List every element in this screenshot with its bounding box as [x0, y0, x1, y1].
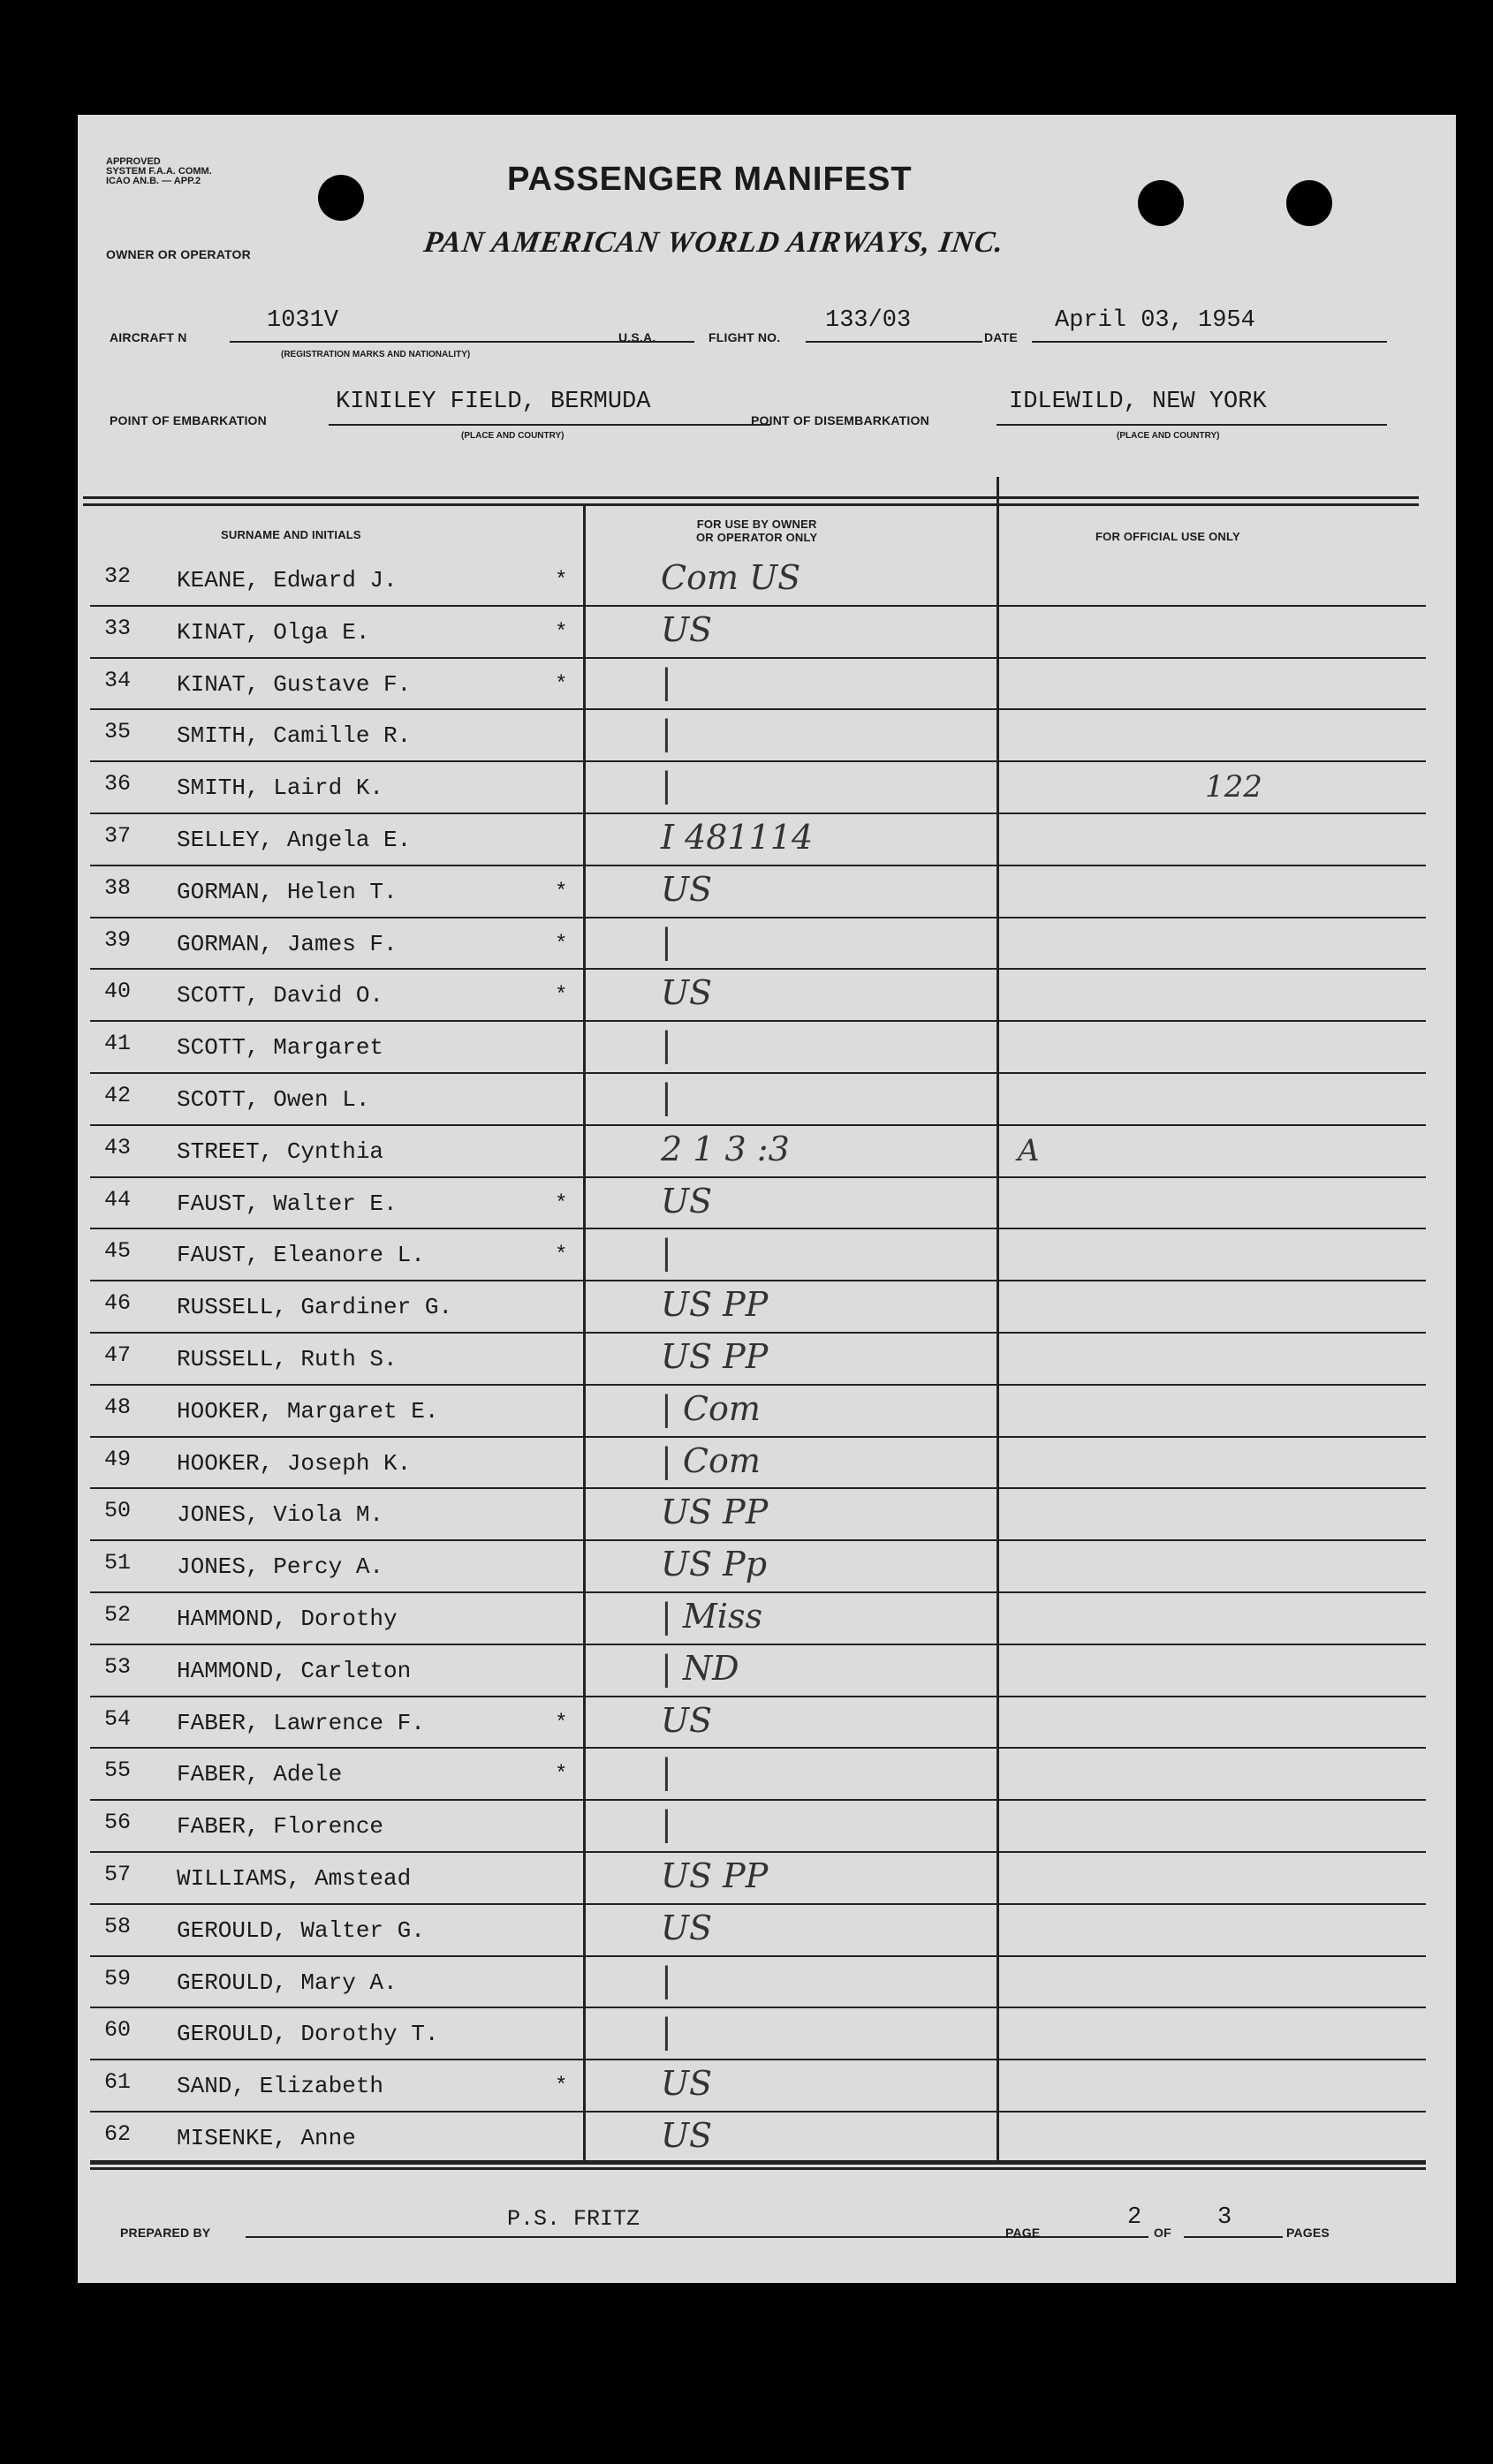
passenger-name: GORMAN, Helen T. — [177, 878, 398, 905]
row-rule — [90, 865, 1426, 866]
passenger-name: HOOKER, Margaret E. — [177, 1397, 439, 1425]
owner-note: US — [661, 1181, 713, 1221]
of-label: OF — [1154, 2226, 1171, 2240]
embark-line — [329, 424, 770, 426]
owner-note: US — [661, 2064, 713, 2104]
column-header-owner-line: FOR USE BY OWNER — [696, 518, 817, 531]
passenger-name: GEROULD, Dorothy T. — [177, 2021, 439, 2048]
flight-line — [806, 341, 982, 343]
total-pages-value: 3 — [1217, 2204, 1232, 2231]
owner-note: | Com — [661, 1440, 761, 1480]
passenger-name: FABER, Lawrence F. — [177, 1709, 425, 1736]
passenger-name: SMITH, Camille R. — [177, 722, 412, 750]
owner-note: Com US — [661, 558, 801, 597]
passenger-name: HAMMOND, Dorothy — [177, 1606, 398, 1632]
row-number: 43 — [104, 1134, 132, 1160]
row-number: 62 — [104, 2121, 132, 2147]
passenger-name: HOOKER, Joseph K. — [177, 1449, 412, 1477]
row-number: 52 — [104, 1602, 132, 1628]
passenger-mark: * — [555, 880, 568, 904]
row-rule — [90, 1072, 1426, 1074]
row-rule — [90, 1228, 1426, 1229]
passenger-mark: * — [555, 1243, 568, 1268]
page-value: 2 — [1127, 2204, 1142, 2231]
disembark-value: IDLEWILD, NEW YORK — [1009, 389, 1267, 415]
row-number: 51 — [104, 1550, 132, 1576]
passenger-name: FABER, Florence — [177, 1813, 384, 1840]
owner-note: | Com — [661, 1388, 761, 1428]
column-header-owner-line: OR OPERATOR ONLY — [696, 531, 818, 544]
page-title: PASSENGER MANIFEST — [507, 161, 913, 198]
row-number: 45 — [104, 1238, 132, 1265]
owner-note: | — [661, 1752, 672, 1792]
passenger-name: KINAT, Gustave F. — [177, 670, 412, 698]
row-rule — [90, 1539, 1426, 1541]
disembark-label: POINT OF DISEMBARKATION — [751, 413, 929, 427]
row-number: 48 — [104, 1394, 132, 1420]
row-number: 59 — [104, 1965, 132, 1992]
pages-label: PAGES — [1286, 2226, 1330, 2240]
row-rule — [90, 1955, 1426, 1957]
row-rule — [90, 2059, 1426, 2060]
passenger-name: MISENKE, Anne — [177, 2125, 356, 2151]
total-line — [1184, 2236, 1283, 2238]
owner-note: | — [661, 1804, 672, 1844]
passenger-name: GEROULD, Walter G. — [177, 1916, 425, 1944]
row-number: 61 — [104, 2069, 132, 2096]
owner-note: US — [661, 1700, 713, 1740]
owner-note: | — [661, 661, 672, 701]
row-number: 55 — [104, 1757, 132, 1784]
row-number: 44 — [104, 1186, 132, 1213]
row-number: 54 — [104, 1705, 132, 1732]
row-number: 32 — [104, 563, 132, 589]
column-divider-1 — [583, 503, 586, 2164]
punch-hole-left — [318, 175, 364, 221]
column-header-owner — [696, 518, 817, 544]
embark-value: KINILEY FIELD, BERMUDA — [336, 389, 651, 415]
row-number: 60 — [104, 2017, 132, 2044]
usa-label: U.S.A. — [618, 330, 656, 344]
manifest-sheet — [78, 115, 1456, 2283]
punch-hole-right — [1286, 180, 1332, 226]
owner-note: US — [661, 2116, 713, 2155]
passenger-name: SMITH, Laird K. — [177, 775, 384, 802]
owner-note: US — [661, 973, 713, 1013]
page-label: PAGE — [1005, 2226, 1041, 2240]
owner-note: US PP — [661, 1285, 769, 1325]
passenger-name: GORMAN, James F. — [177, 930, 398, 957]
row-number: 42 — [104, 1083, 132, 1108]
flight-value: 133/03 — [825, 307, 912, 334]
passenger-mark: * — [555, 1711, 568, 1735]
row-number: 47 — [104, 1342, 132, 1368]
approval-line: APPROVED — [106, 156, 161, 167]
owner-note: | — [661, 714, 672, 753]
row-rule — [90, 2007, 1426, 2008]
passenger-name: SAND, Elizabeth — [177, 2073, 384, 2100]
aircraft-caption: (REGISTRATION MARKS AND NATIONALITY) — [281, 350, 471, 359]
row-rule — [90, 1384, 1426, 1386]
owner-note: 2 1 3 :3 — [661, 1129, 790, 1168]
airline-name: PAN AMERICAN WORLD AIRWAYS, INC. — [421, 226, 1006, 259]
owner-note: US — [661, 869, 713, 909]
date-value: April 03, 1954 — [1055, 307, 1255, 334]
row-rule — [90, 1696, 1426, 1697]
row-number: 56 — [104, 1810, 132, 1836]
passenger-mark: * — [555, 1763, 568, 1788]
date-line — [1032, 341, 1387, 343]
row-rule — [90, 657, 1426, 659]
official-note: 122 — [1205, 769, 1262, 805]
row-number: 39 — [104, 926, 132, 953]
prepared-label: PREPARED BY — [120, 2226, 211, 2240]
owner-note: US Pp — [661, 1545, 768, 1584]
row-rule — [90, 1332, 1426, 1334]
date-label: DATE — [984, 330, 1018, 344]
owner-note: US — [661, 1908, 713, 1947]
passenger-name: RUSSELL, Gardiner G. — [177, 1294, 453, 1321]
passenger-name: FABER, Adele — [177, 1761, 343, 1788]
passenger-name: HAMMOND, Carleton — [177, 1657, 412, 1684]
approval-line: ICAO AN.B. — APP.2 — [106, 176, 201, 186]
row-number: 49 — [104, 1446, 132, 1472]
passenger-mark: * — [555, 569, 568, 593]
table-top-rule — [83, 496, 1419, 499]
row-number: 41 — [104, 1031, 132, 1057]
row-number: 46 — [104, 1290, 132, 1317]
row-rule — [90, 1903, 1426, 1905]
flight-label: FLIGHT NO. — [709, 330, 781, 344]
owner-note: | — [661, 1077, 672, 1116]
row-number: 37 — [104, 823, 132, 849]
column-header-official: FOR OFFICIAL USE ONLY — [1095, 530, 1240, 543]
row-number: 40 — [104, 979, 132, 1005]
row-rule — [90, 1851, 1426, 1853]
row-rule — [90, 813, 1426, 814]
passenger-name: FAUST, Eleanore L. — [177, 1242, 425, 1269]
passenger-name: KINAT, Olga E. — [177, 618, 370, 646]
prepared-value: P.S. FRITZ — [507, 2206, 640, 2232]
row-rule — [90, 968, 1426, 970]
passenger-mark: * — [555, 984, 568, 1009]
passenger-name: GEROULD, Mary A. — [177, 1969, 398, 1996]
row-rule — [90, 2163, 1426, 2165]
row-number: 50 — [104, 1498, 132, 1524]
owner-note: US PP — [661, 1493, 769, 1532]
row-rule — [90, 708, 1426, 710]
passenger-name: JONES, Viola M. — [177, 1501, 384, 1529]
page-line — [1050, 2236, 1148, 2238]
owner-note: | — [661, 1025, 672, 1065]
passenger-name: KEANE, Edward J. — [177, 567, 398, 593]
passenger-name: STREET, Cynthia — [177, 1138, 384, 1165]
row-rule — [90, 1487, 1426, 1489]
passenger-name: SCOTT, Owen L. — [177, 1086, 370, 1113]
prepared-line — [246, 2236, 1055, 2238]
row-number: 53 — [104, 1653, 132, 1680]
owner-note: | — [661, 921, 672, 961]
passenger-mark: * — [555, 2075, 568, 2099]
passenger-name: SELLEY, Angela E. — [177, 827, 412, 853]
row-rule — [90, 1747, 1426, 1749]
row-number: 36 — [104, 771, 132, 797]
owner-note: | — [661, 766, 672, 805]
passenger-name: WILLIAMS, Amstead — [177, 1865, 412, 1892]
passenger-mark: * — [555, 620, 568, 645]
owner-note: US — [661, 609, 713, 649]
passenger-name: JONES, Percy A. — [177, 1553, 384, 1581]
passenger-name: RUSSELL, Ruth S. — [177, 1346, 398, 1372]
owner-note: US PP — [661, 1856, 769, 1895]
passenger-mark: * — [555, 672, 568, 697]
table-top-rule-2 — [83, 503, 1419, 506]
row-rule — [90, 760, 1426, 762]
aircraft-value: 1031V — [267, 307, 339, 334]
row-rule — [90, 917, 1426, 918]
disembark-line — [997, 424, 1387, 426]
row-rule — [90, 1020, 1426, 1022]
owner-note: | — [661, 1233, 672, 1273]
column-divider-2 — [997, 477, 999, 2164]
owner-note: | Miss — [661, 1597, 762, 1636]
table-bottom-rule-2 — [90, 2167, 1426, 2170]
row-rule — [90, 1644, 1426, 1645]
row-rule — [90, 1799, 1426, 1801]
row-rule — [90, 1436, 1426, 1438]
row-number: 38 — [104, 874, 132, 901]
row-rule — [90, 1280, 1426, 1281]
approval-line: SYSTEM F.A.A. COMM. — [106, 166, 212, 177]
embark-caption: (PLACE AND COUNTRY) — [461, 431, 565, 441]
row-rule — [90, 1591, 1426, 1593]
row-rule — [90, 1124, 1426, 1126]
table-bottom-rule — [90, 2160, 1426, 2163]
column-header-surname: SURNAME AND INITIALS — [221, 528, 361, 541]
passenger-mark: * — [555, 932, 568, 956]
owner-label: OWNER OR OPERATOR — [106, 247, 251, 261]
disembark-caption: (PLACE AND COUNTRY) — [1117, 431, 1220, 441]
owner-note: | ND — [661, 1648, 739, 1688]
owner-note: | — [661, 2012, 672, 2052]
passenger-mark: * — [555, 1191, 568, 1216]
row-number: 34 — [104, 667, 132, 693]
aircraft-label: AIRCRAFT N — [110, 330, 187, 344]
passenger-name: SCOTT, Margaret — [177, 1034, 384, 1062]
owner-note: US PP — [661, 1337, 769, 1376]
row-number: 35 — [104, 719, 132, 745]
approval-note — [106, 157, 212, 186]
embark-label: POINT OF EMBARKATION — [110, 413, 267, 427]
official-note: A — [1018, 1132, 1040, 1168]
row-rule — [90, 2111, 1426, 2113]
punch-hole-center — [1138, 180, 1184, 226]
passenger-name: FAUST, Walter E. — [177, 1190, 398, 1217]
row-number: 58 — [104, 1913, 132, 1939]
row-number: 57 — [104, 1862, 132, 1887]
row-rule — [90, 605, 1426, 607]
row-number: 33 — [104, 615, 132, 641]
passenger-name: SCOTT, David O. — [177, 982, 384, 1009]
owner-note: I 481114 — [661, 818, 814, 857]
row-rule — [90, 1176, 1426, 1178]
owner-note: | — [661, 1960, 672, 1999]
